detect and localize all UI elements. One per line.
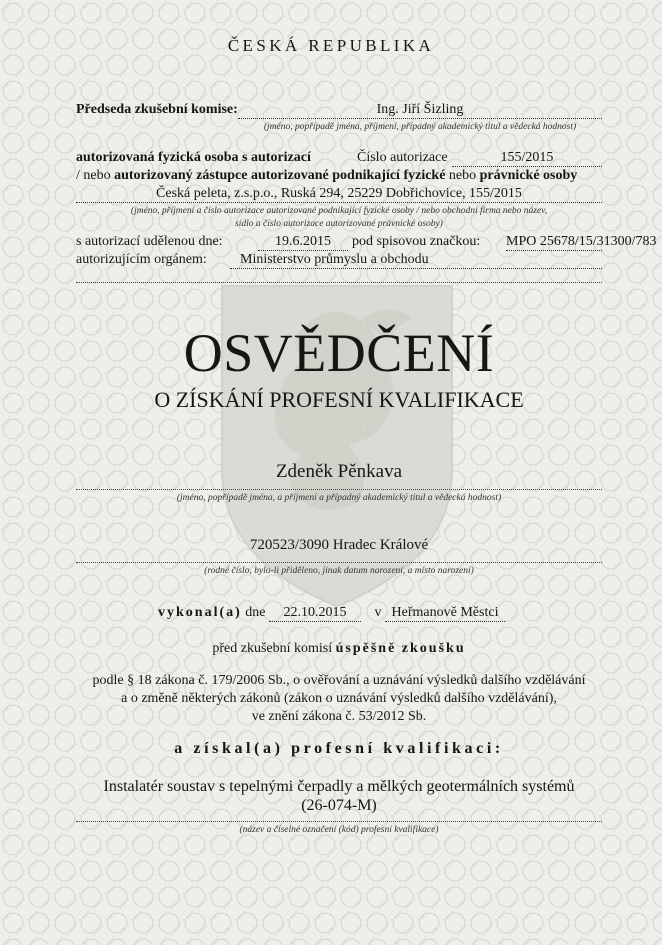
entity-note-1: (jméno, příjmení a číslo autorizace autorizované podnikající fyzické osoby / nebo obchodní firma nebo název,	[130, 206, 548, 216]
certificate-subtitle: O ZÍSKÁNÍ PROFESNÍ KVALIFIKACE	[154, 387, 524, 412]
exam-success-label: úspěšně zkoušku	[335, 641, 466, 656]
country-header: ČESKÁ REPUBLIKA	[227, 36, 435, 55]
organ-value: Ministerstvo průmyslu a obchodu	[230, 252, 602, 269]
holder-name: Zdeněk Pěnkava	[275, 461, 403, 482]
rep-bold-1: autorizovaný zástupce autorizované podnikající fyzické	[114, 168, 446, 183]
exam-line	[158, 605, 505, 622]
file-number: MPO 25678/15/31300/783	[506, 234, 657, 249]
qualification-line	[76, 821, 602, 822]
exam-place-prefix: v	[374, 605, 382, 620]
authorized-entity: Česká peleta, z.s.p.o., Ruská 294, 25229 Dobřichovice, 155/2015	[76, 186, 602, 203]
law-line-1: podle § 18 zákona č. 179/2006 Sb., o ověřování a uznávání výsledků dalšího vzdělávání	[92, 673, 586, 688]
exam-place: Heřmanově Městci	[385, 605, 505, 622]
file-label: pod spisovou značkou:	[352, 234, 481, 249]
authorization-number-label: Číslo autorizace	[357, 150, 448, 165]
certificate-title: OSVĚDČENÍ	[183, 323, 495, 383]
granted-label: s autorizací udělenou dne:	[76, 234, 223, 249]
entity-note-2: sídlo a číslo autorizace autorizované právnické osoby)	[235, 219, 443, 229]
qualification-code: (26-074-M)	[301, 797, 377, 814]
chair-note: (jméno, popřípadě jména, příjmení, případný akademický titul a vědecká hodnost)	[263, 122, 577, 132]
commission-label: Předseda zkušební komise:	[76, 102, 238, 117]
chair-name: Ing. Jiří Šizling	[238, 102, 602, 119]
authorized-rep-line	[76, 168, 577, 184]
organ-label: autorizujícím orgánem:	[76, 252, 207, 267]
authorized-person-label: autorizovaná fyzická osoba s autorizací	[76, 150, 311, 165]
qualification-name: Instalatér soustav s tepelnými čerpadly a mělkých geotermálních systémů	[103, 778, 575, 795]
holder-name-line	[76, 489, 602, 490]
exam-before-label: před zkušební komisí	[212, 641, 333, 656]
holder-id-place: 720523/3090 Hradec Králové	[249, 537, 429, 553]
law-line-3: ve znění zákona č. 53/2012 Sb.	[251, 709, 427, 724]
holder-id-line	[76, 562, 602, 563]
law-line-2: a o změně některých zákonů (zákon o uznávání výsledků dalšího vzdělávání),	[121, 691, 557, 706]
exam-before-line	[76, 641, 602, 657]
authorization-number: 155/2015	[452, 150, 602, 167]
holder-name-note: (jméno, popřípadě jména, a příjmení a případný akademický titul a vědecká hodnost)	[176, 493, 502, 503]
qualification-heading: a získal(a) profesní kvalifikaci:	[174, 740, 504, 757]
rep-bold-2: právnické osoby	[479, 168, 578, 183]
qualification-note: (název a číselné označení (kód) profesní kvalifikace)	[239, 825, 439, 835]
rep-mid: nebo	[448, 168, 477, 183]
or-prefix: / nebo	[76, 168, 111, 183]
section-divider	[76, 282, 602, 283]
exam-date: 22.10.2015	[269, 605, 361, 622]
exam-did-label: vykonal(a)	[158, 605, 242, 620]
granted-date: 19.6.2015	[258, 234, 348, 251]
holder-id-note: (rodné číslo, bylo-li přiděleno, jinak datum narození, a místo narození)	[204, 566, 474, 576]
exam-date-label: dne	[245, 605, 266, 620]
